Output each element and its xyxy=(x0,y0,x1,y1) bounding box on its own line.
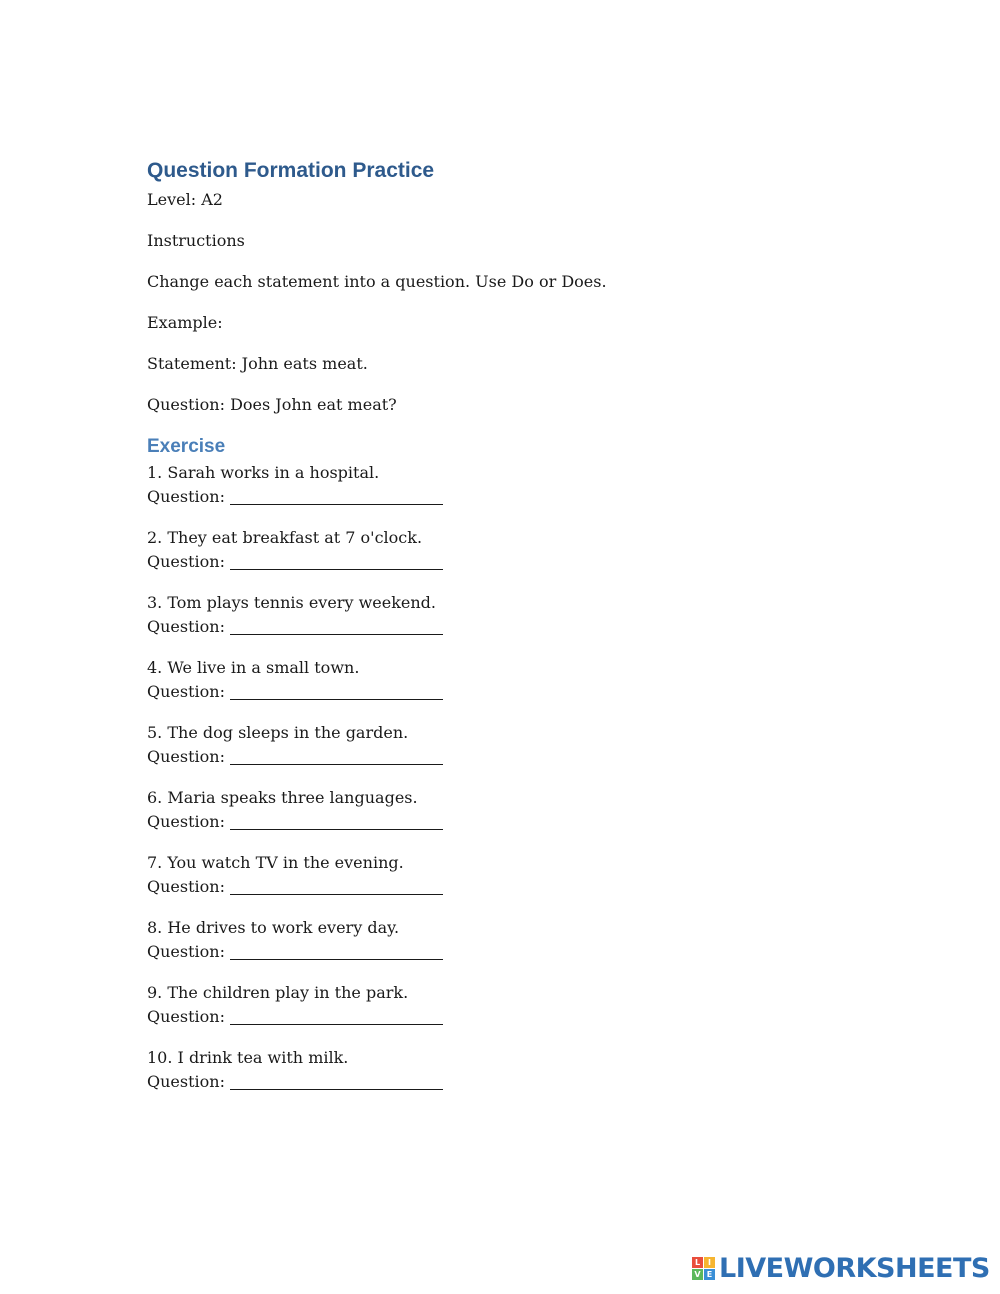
exercise-item xyxy=(147,461,847,509)
logo-mark-square: L xyxy=(692,1257,703,1268)
answer-row xyxy=(147,810,847,834)
answer-blank-8[interactable] xyxy=(230,942,443,960)
exercise-item xyxy=(147,981,847,1029)
exercise-statement: 3. Tom plays tennis every weekend. xyxy=(147,593,437,612)
answer-blank-5[interactable] xyxy=(230,747,443,765)
exercise-statement: 9. The children play in the park. xyxy=(147,983,409,1002)
exercise-item xyxy=(147,786,847,834)
exercise-item xyxy=(147,851,847,899)
worksheet-title: Question Formation Practice xyxy=(147,159,435,182)
exercise-item xyxy=(147,916,847,964)
exercise-statement: 1. Sarah works in a hospital. xyxy=(147,463,380,482)
logo-wordmark: LIVEWORKSHEETS xyxy=(719,1253,990,1284)
answer-label: Question: xyxy=(147,487,225,506)
exercise-item xyxy=(147,526,847,574)
exercise-statement: 7. You watch TV in the evening. xyxy=(147,853,404,872)
answer-label: Question: xyxy=(147,1007,225,1026)
answer-row xyxy=(147,940,847,964)
instructions-heading: Instructions xyxy=(147,231,245,250)
exercise-statement: 5. The dog sleeps in the garden. xyxy=(147,723,409,742)
exercise-heading: Exercise xyxy=(147,436,226,457)
answer-blank-3[interactable] xyxy=(230,617,443,635)
answer-blank-2[interactable] xyxy=(230,552,443,570)
logo-mark-square: V xyxy=(692,1269,703,1280)
answer-row xyxy=(147,485,847,509)
example-question: Question: Does John eat meat? xyxy=(147,395,397,414)
answer-row xyxy=(147,1005,847,1029)
answer-blank-9[interactable] xyxy=(230,1007,443,1025)
answer-label: Question: xyxy=(147,877,225,896)
answer-row xyxy=(147,875,847,899)
answer-blank-7[interactable] xyxy=(230,877,443,895)
exercise-item xyxy=(147,1046,847,1094)
answer-row xyxy=(147,550,847,574)
logo-mark-square: I xyxy=(704,1257,715,1268)
answer-label: Question: xyxy=(147,1072,225,1091)
logo-mark-icon xyxy=(692,1257,716,1281)
answer-row xyxy=(147,1070,847,1094)
exercise-statement: 6. Maria speaks three languages. xyxy=(147,788,418,807)
exercise-statement: 10. I drink tea with milk. xyxy=(147,1048,349,1067)
worksheet-page xyxy=(147,156,847,1111)
level-label: Level: A2 xyxy=(147,190,223,209)
answer-blank-1[interactable] xyxy=(230,487,443,505)
answer-blank-6[interactable] xyxy=(230,812,443,830)
answer-row xyxy=(147,680,847,704)
answer-row xyxy=(147,615,847,639)
answer-label: Question: xyxy=(147,747,225,766)
exercise-statement: 4. We live in a small town. xyxy=(147,658,360,677)
answer-label: Question: xyxy=(147,552,225,571)
example-statement: Statement: John eats meat. xyxy=(147,354,368,373)
exercise-item xyxy=(147,656,847,704)
exercise-item xyxy=(147,591,847,639)
exercise-statement: 8. He drives to work every day. xyxy=(147,918,400,937)
answer-blank-10[interactable] xyxy=(230,1072,443,1090)
exercise-item xyxy=(147,721,847,769)
logo-mark-square: E xyxy=(704,1269,715,1280)
exercise-list xyxy=(147,461,847,1094)
answer-label: Question: xyxy=(147,682,225,701)
exercise-statement: 2. They eat breakfast at 7 o'clock. xyxy=(147,528,423,547)
instructions-text: Change each statement into a question. Use Do or Does. xyxy=(147,272,607,291)
answer-label: Question: xyxy=(147,942,225,961)
answer-row xyxy=(147,745,847,769)
answer-label: Question: xyxy=(147,812,225,831)
example-label: Example: xyxy=(147,313,223,332)
answer-blank-4[interactable] xyxy=(230,682,443,700)
answer-label: Question: xyxy=(147,617,225,636)
liveworksheets-logo xyxy=(692,1253,990,1285)
